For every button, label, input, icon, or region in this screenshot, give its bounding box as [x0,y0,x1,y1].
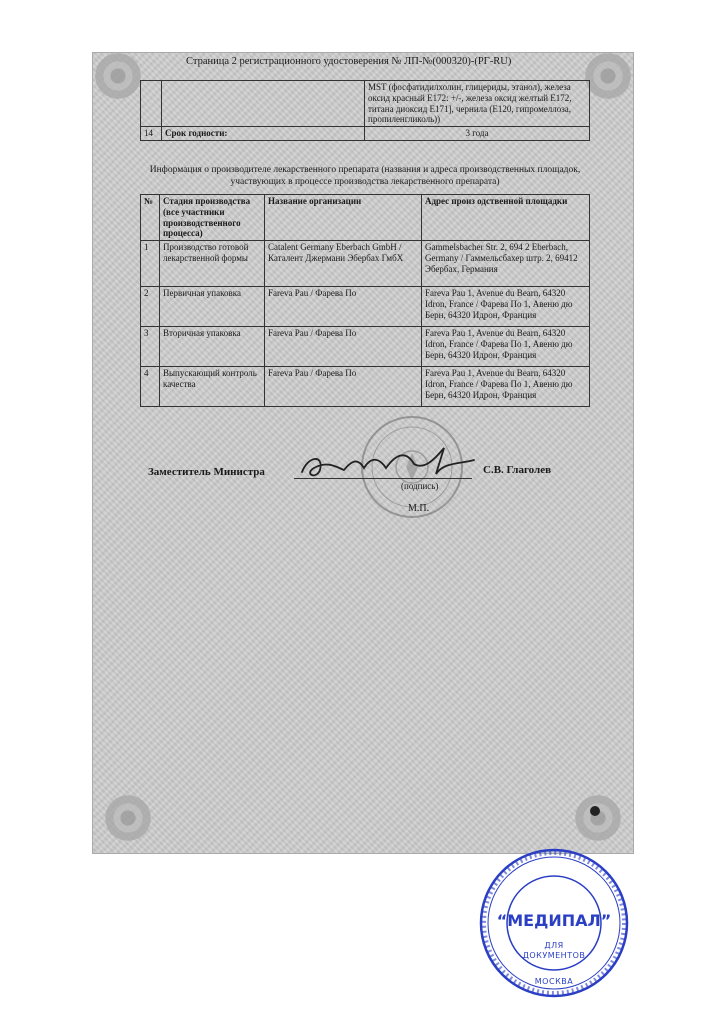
table-row [141,241,590,287]
row-number: 1 [141,241,160,287]
product-table [140,80,590,141]
table-header-row [141,195,590,241]
signature-line [294,478,472,479]
stage-cell: Вторичная упаковка [160,327,265,367]
column-header-address: Адрес произ одственной площадки [422,195,590,241]
stage-cell: Первичная упаковка [160,287,265,327]
heading-line: участвующих в процессе производства лекарственного препарата) [230,177,500,188]
organization-cell: Fareva Pau / Фарева По [265,367,422,407]
address-cell: Fareva Pau 1, Avenue du Bearn, 64320 Idron, France / Фарева По 1, Авеню дю Берн, 64320 Идрон, Франция [422,327,590,367]
table-cell [141,81,162,127]
table-row [141,287,590,327]
row-number: 4 [141,367,160,407]
signature-caption: (подпись) [401,481,439,491]
punch-hole-icon [590,806,600,816]
corner-ornament-icon [569,789,627,847]
column-header-stage: Стадия производства (все участники производственного процесса) [160,195,265,241]
table-row [141,81,590,127]
stage-cell: Производство готовой лекарственной формы [160,241,265,287]
stamp-line: ДЛЯ [544,941,564,950]
row-number: 3 [141,327,160,367]
manufacturers-table [140,194,590,407]
page-header: Страница 2 регистрационного удостоверения № ЛП-№(000320)-(РГ-RU) [186,56,512,67]
table-row [141,367,590,407]
table-row [141,127,590,141]
organization-cell: Fareva Pau / Фарева По [265,327,422,367]
corner-ornament-icon [89,47,147,105]
seal-mark: М.П. [408,503,430,514]
row-number: 14 [141,127,162,141]
table-row [141,327,590,367]
address-cell: Fareva Pau 1, Avenue du Bearn, 64320 Idron, France / Фарева По 1, Авеню дю Берн, 64320 Идрон, Франция [422,287,590,327]
stage-cell: Выпускающий контроль качества [160,367,265,407]
composition-continuation: MST (фосфатидилхолин, глицериды, этанол), железа оксид красный E172: +/-, железа оксид желтый E172, титана диоксид E171], чернила (E120, гипромеллоза, пропиленгликоль)) [365,81,590,127]
address-cell: Fareva Pau 1, Avenue du Bearn, 64320 Idron, France / Фарева По 1, Авеню дю Берн, 64320 Идрон, Франция [422,367,590,407]
column-header-organization: Название организации [265,195,422,241]
shelf-life-label: Срок годности: [162,127,365,141]
table-cell [162,81,365,127]
signer-title: Заместитель Министра [148,466,265,478]
stamp-line: ДОКУМЕНТОВ [522,951,586,960]
stamp-company-name: “МЕДИПАЛ” [496,911,612,930]
stamp-city: МОСКВА [534,977,574,986]
heading-line: Информация о производителе лекарственного препарата (названия и адреса производственных площадок, [149,165,581,175]
company-stamp [478,847,630,999]
address-cell: Gammelsbacher Str. 2, 694 2 Eberbach, Germany / Гаммельсбахер штр. 2, 69412 Эбербах, Германия [422,241,590,287]
shelf-life-value: 3 года [365,127,590,141]
signer-name: С.В. Глаголев [483,464,552,476]
corner-ornament-icon [99,789,157,847]
row-number: 2 [141,287,160,327]
organization-cell: Fareva Pau / Фарева По [265,287,422,327]
column-header-number: № [141,195,160,241]
manufacturer-info-heading [140,164,590,189]
organization-cell: Catalent Germany Eberbach GmbH / Каталент Джермани Эбербах ГмбХ [265,241,422,287]
